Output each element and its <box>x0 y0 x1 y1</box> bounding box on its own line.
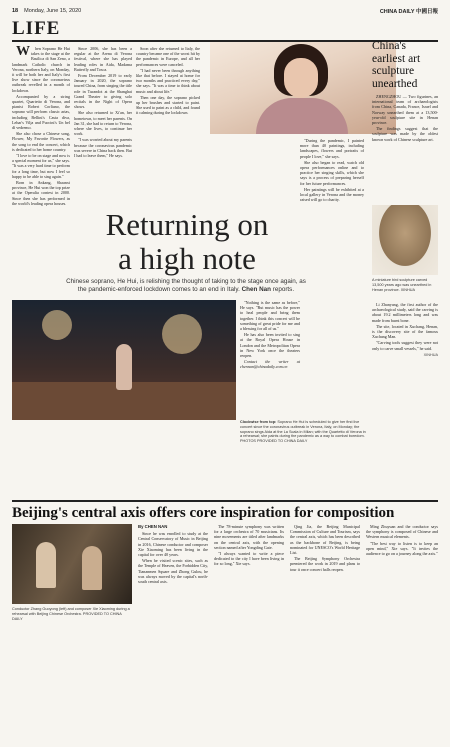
sidebar-body-continued <box>372 302 438 357</box>
section-title: LIFE <box>12 18 61 39</box>
main-photo-caption: Clockwise from top: Soprano He Hui is scheduled to give her first live concert since the coronavirus outbreak in Verona, Italy, on Monday; the soprano sings Aida at the La Scala in Milan; with the Quartetto di Verona in a rehearsal; she paints during the pandemic as a way to combat boredom. PHOTOS PROVIDED TO CHINA DAILY <box>240 420 366 444</box>
paragraph: When Soprano He Hui takes to the stage at the Basilica di San Zeno, a landmark Catholic church in Verona, northern Italy, on Monday, it will be both her and Italy's first live show since the coronavirus outbreak revelled in a month of lockdown. <box>12 44 70 93</box>
paragraph: "The best way to listen is to keep an open mind," Xie says. "It invites the audience to go on a journey along the axis." <box>366 540 438 557</box>
stage-light <box>162 314 202 354</box>
paragraph: Born in Ankang, Shaanxi province, He Hui won the top prize at the Operalia contest in 2000. Since then she has performed in the world's leading opera houses. <box>12 180 70 206</box>
main-deck: Chinese soprano, He Hui, is relishing the thought of taking to the stage once again, as the pandemic-enforced lockdown comes to an end in Italy. Chen Nan reports. <box>66 278 306 293</box>
paragraph: Accompanied by a string quartet, Quartetto di Verona, and pianist Robert Corliano, the soprano will perform classic arias, including Bellini's Casta diva, Lehar's Vilja and Puccini's Un bel dì vedremo. <box>12 93 70 131</box>
main-story-column-3 <box>136 46 200 117</box>
second-story-headline: Beijing's central axis offers core inspiration for composition <box>12 505 395 521</box>
main-headline-block <box>12 170 338 300</box>
paragraph: She also chose a Chinese song, Flower, My Favorite Flowers, as the song to end the concert, which is dedicated to her home country. <box>12 131 70 152</box>
paragraph: She also returned to Xi'an, her hometown, to meet her parents. On Jan 31, she had to return to Verona, where she lives, to continue her work. <box>74 110 132 137</box>
conductor-photo <box>12 524 132 604</box>
paragraph: "I always wanted to write a piece dedicated to the city I have been living in for so long," Xie says. <box>214 551 284 567</box>
sidebar-headline: China's earliest art sculpture unearthed <box>372 40 421 90</box>
photo-credit: PROVIDED TO CHINA DAILY <box>12 611 122 621</box>
main-story-column-2 <box>74 46 132 159</box>
conductor-figure <box>36 542 56 588</box>
paragraph: Her paintings will be exhibited at a local gallery in Verona and the money raised will go to charity. <box>300 186 364 203</box>
paragraph: He has also been invited to sing at the Royal Opera House in London and the Metropolitan Opera in New York once the theaters reopen. <box>240 332 300 359</box>
paragraph: Qing Jia, the Beijing Municipal Commission of Culture and Tourism, says the central axis, which has been described as the backbone of Beijing, is being nominated for UNESCO's World Heritage List. <box>290 524 360 556</box>
paragraph: Since he was enrolled to study at the Central Conservatory of Music in Beijing in 2016, Chinese conductor and composer Xie Xiaoming has been living in the capital for over 40 years. <box>138 531 208 558</box>
paragraph: Soon after she returned to Italy, the country became one of the worst hit by the pandemic in Europe, and all her performances were canceled. <box>136 46 201 67</box>
bird-sculpture-photo <box>372 205 438 275</box>
paragraph: When he visited scenic sites, such as the Temple of Heaven, the Forbidden City, Tiananmen Square and Zhong Gulou, he was always moved by the capital's north-south central axis. <box>138 558 208 585</box>
paragraph: The findings suggest that the sculpture was made by the oldest known work of Chinese sculpture art. <box>372 126 438 142</box>
paragraph: "I love to be on stage and now is a special moment for us," she says. "It was a very hard time to perform for a long time, but now I feel so happy to be able to sing again." <box>12 153 70 179</box>
paragraph: "Carving tools suggest they were not only to carve small vessels," he said. <box>372 340 438 351</box>
sidebar-credit: XINHUA <box>423 352 438 357</box>
paragraph: Ming Zhuyuan and the conductor says the symphony is composed of Chinese and Western musical elements. <box>366 524 438 540</box>
issue-date: Monday, June 15, 2020 <box>24 8 82 14</box>
paragraph: The site, located in Xuchang, Henan, is the discovery site of the famous Xuchang Man. <box>372 323 438 340</box>
paragraph: From December 2019 to early January in 2020, the soprano toured China, from singing the title role in Turandot at the Shanghai Grand Theater to giving solo recitals in the Night of Opera shows. <box>74 73 132 110</box>
stage-light <box>42 310 72 340</box>
second-story-column-3 <box>290 524 360 573</box>
paragraph: "Nothing is the same as before," He says. "But music has the power to heal people and bring them together. I think this concert will be something of great pride for me and a blessing for all of us." <box>240 300 300 332</box>
main-headline: Returning on a high note <box>105 207 269 276</box>
paragraph: "I had never been through anything like that before. I stayed at home for two months and practiced every day," she says. "It was a time to think about music and about life." <box>136 67 200 94</box>
concert-photo <box>12 300 236 420</box>
second-story-column-4 <box>366 524 438 557</box>
paragraph: ZHENGZHOU — Two figurines, an international team of archaeologists from China, Canada, France, Israel and Norway unearthed them at a 13,500-year-old sculpture site in Henan province. <box>372 94 438 126</box>
paragraph: "I was worried about my parents because the coronavirus pandemic was severe in China back then. But I had to leave them," He says. <box>74 137 132 159</box>
second-story-column-1 <box>138 524 208 585</box>
deck-byline: Chen Nan <box>241 286 271 293</box>
paragraph: The 78-minute symphony was written for a large orchestra of 70 musicians. Its nine movements are titled after landmarks on the central axis, with the opening section named after Yongding Gate. <box>214 524 284 550</box>
performer-figure <box>116 344 132 390</box>
dress-shape <box>256 98 348 134</box>
second-story-column-2 <box>214 524 284 568</box>
story-divider <box>12 500 438 502</box>
face-shape <box>284 58 318 98</box>
paragraph: The Beijing Symphony Orchestra premiered the work in 2019 and plans to tour it once concert halls reopen. <box>290 556 360 572</box>
paragraph: Li Zhanyang, the first author of the archaeological study, said the carving is about 19.2 millimeters long and was made from burnt bone. <box>372 302 438 323</box>
contact-line: Contact the writer at chennan@chinadaily.com.cn <box>240 359 300 370</box>
second-story-byline: By CHEN NAN <box>138 524 168 529</box>
publication-name: CHINA DAILY 中國日報 <box>379 9 438 15</box>
second-photo-caption: Conductor Zhang Guoyong (left) and composer Xie Xiaoming during a rehearsal with Beijing Chinese Orchestra. PROVIDED TO CHINA DAILY <box>12 607 130 621</box>
paragraph: She also began to read, watch old opera performances online and to practice her singing skills, which she says is a process of preparing herself for her future performances. <box>300 159 364 186</box>
paragraph: "During the pandemic, I painted more than 40 paintings, including landscapes, flowers and portraits of people I love," she says. <box>300 138 364 159</box>
paragraph: Since 2006, she has been a regular at the Arena di Verona festival, where she has played leading roles in Aida, Madama Butterfly and Tosca. <box>74 46 132 72</box>
photo-credit: PHOTOS PROVIDED TO CHINA DAILY <box>240 439 308 444</box>
sidebar-story <box>372 40 438 143</box>
page-number: 18 <box>12 8 19 14</box>
sidebar-caption: A miniature bird sculpture carved 13,500 years ago was unearthed in Henan province. XINHUA <box>372 278 432 292</box>
main-story-column-5 <box>240 300 300 371</box>
page-header <box>12 6 438 16</box>
soprano-portrait-photo <box>210 42 396 134</box>
sidebar-body <box>372 94 438 142</box>
paragraph: Then one day, the soprano picked up her brushes and started to paint. She used to paint as a child, and found it calming during the lockdown. <box>136 94 200 116</box>
composer-figure <box>82 546 102 590</box>
